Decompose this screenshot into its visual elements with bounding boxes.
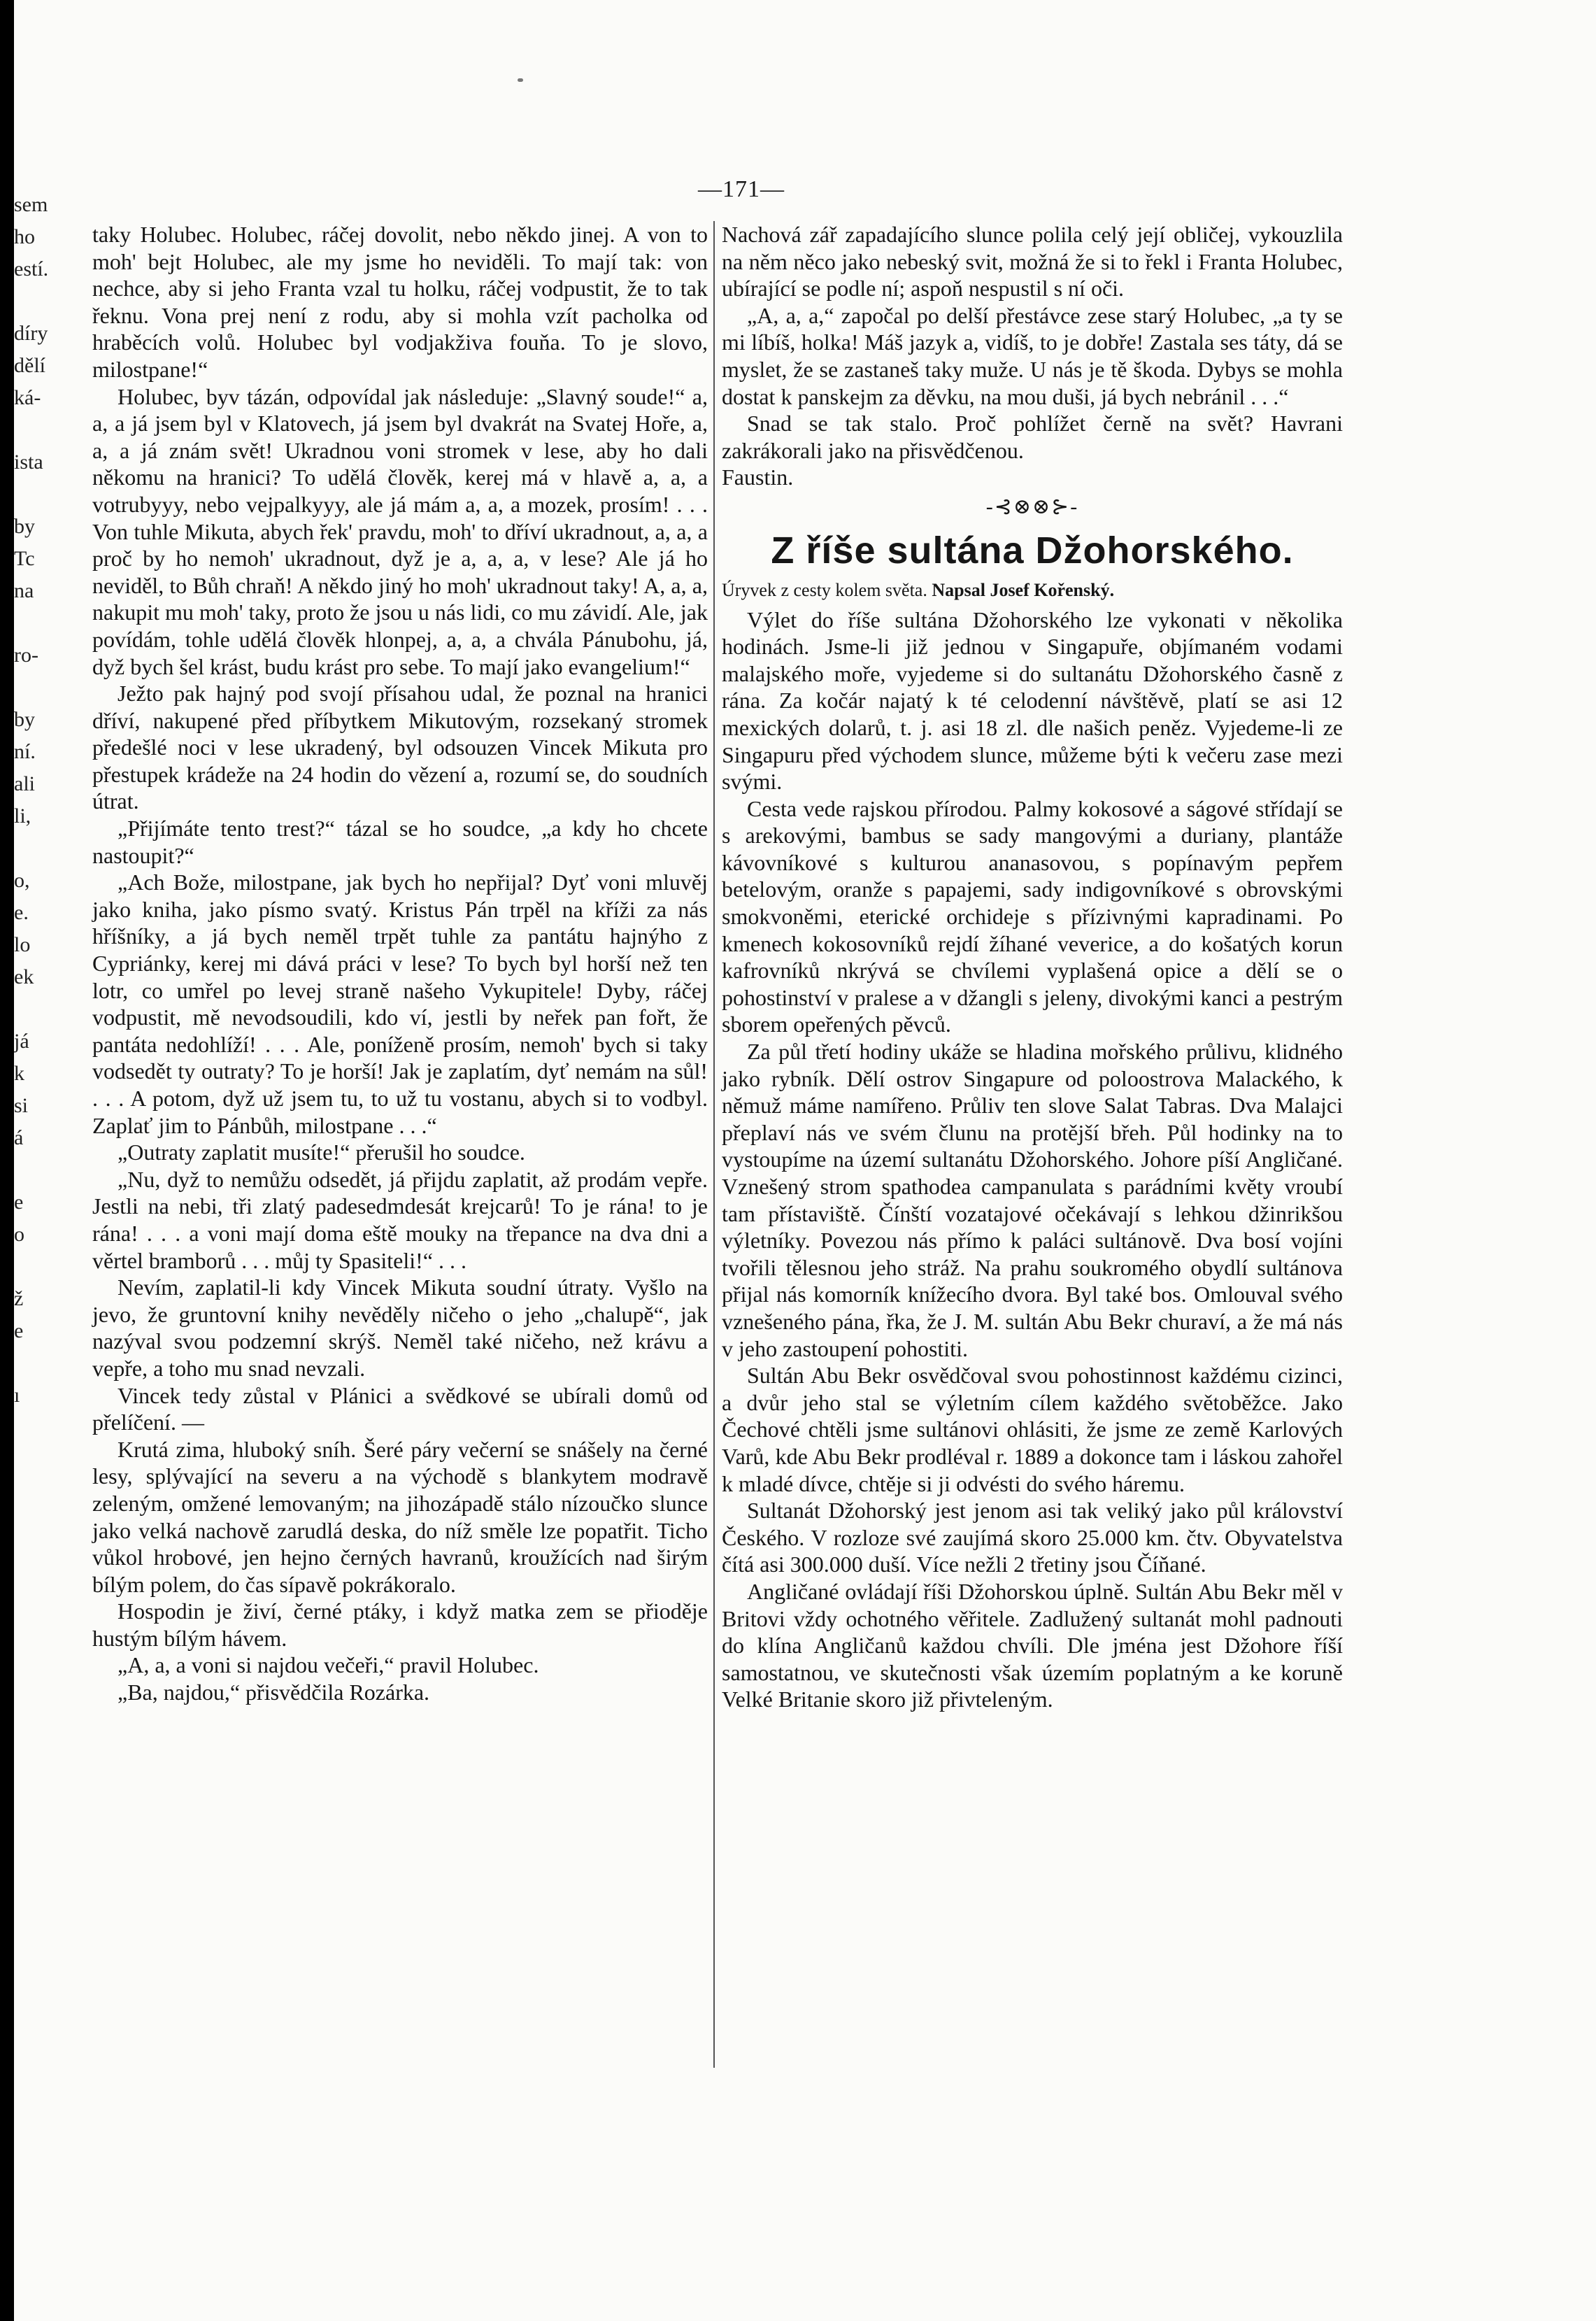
paragraph: „A, a, a,“ započal po delší přestávce zese starý Holubec, „a ty se mi líbíš, holka! Máš jazyk a, vidíš, to je dobře! Zastala ses táty, dá se myslet, že se zastaneš taky muže. U nás je tě škoda. Dybys se mohla dostat k panskejm za děvku, na mou duši, já bych nebránil . . .“ bbox=[722, 302, 1343, 409]
bleed-fragment: na bbox=[14, 579, 34, 602]
paragraph: „Ba, najdou,“ přisvědčila Rozárka. bbox=[117, 1680, 430, 1705]
bleed-fragment: e. bbox=[14, 901, 29, 924]
article-title: Z říše sultána Džohorského. bbox=[771, 529, 1294, 572]
article-paragraph: Sultán Abu Bekr osvědčoval svou pohostinnost každému cizinci, a dvůr jeho stal se výletním cílem každého světoběžce. Jako Čechové chtěli jsme sultánovi ohlásiti, že jsme ze země Karlových Varů, kde Abu Bekr prodléval r. 1889 a dokonce tam i láskou zahořel k mladé dívce, chtěje si ji odvésti do svého háremu. bbox=[722, 1363, 1343, 1496]
bleed-fragment: e bbox=[14, 1319, 24, 1342]
article-subtitle bbox=[722, 577, 1343, 604]
paragraph: „Nu, dyž to nemůžu odsedět, já přijdu zaplatit, až prodám vepře. Jestli na nebi, tři zlatý padesedmdesát krejcarů! To je rána! to je rána! . . . a voni mají doma eště mouky na třepance na dva dni a věrtel bramborů . . . můj ty Spasiteli!“ . . . bbox=[92, 1166, 708, 1273]
bleed-fragment: si bbox=[14, 1094, 29, 1117]
paragraph: Krutá zima, hluboký sníh. Šeré páry večerní se snášely na černé lesy, splývající na severu a na východě s blankytem modravě zeleným, omžené lemovaným; na jihozápadě stálo nízoučko slunce jako velká nachově zarudlá deska, do níž směle lze popatřit. Ticho vůkol hrobové, jen hejno černých havranů, kroužících nad širým bílým polem, do čas sípavě pokrákoralo. bbox=[92, 1436, 708, 1597]
paragraph: taky Holubec. Holubec, ráčej dovolit, nebo někdo jinej. A von to moh' bejt Holubec, ale my jsme ho neviděli. To mají tak: von nechce, aby si jeho Franta vzal tu holku, ráčej vodpustit, že to tak řeknu. Vona prej není z rodu, aby si mohla vzít pacholka od hraběcích volů. Holubec byl vodjakživa fouňa. To je slovo, milostpane!“ bbox=[92, 222, 708, 382]
bleed-fragment bbox=[14, 993, 78, 1025]
story-ending bbox=[722, 221, 1343, 464]
bleed-fragment: k bbox=[14, 1062, 24, 1085]
bleed-fragment: ho bbox=[14, 225, 35, 248]
paragraph: „Outraty zaplatit musíte!“ přerušil ho soudce. bbox=[117, 1140, 525, 1165]
bleed-fragment bbox=[14, 1154, 78, 1186]
bleed-fragment: ek bbox=[14, 965, 34, 988]
paragraph: Vincek tedy zůstal v Plánici a svědkové se ubírali domů od přelíčení. — bbox=[92, 1382, 708, 1435]
left-column bbox=[92, 221, 708, 1706]
paragraph: Hospodin je živí, černé ptáky, i když matka zem se přioděje hustým bílým hávem. bbox=[92, 1598, 708, 1651]
paragraph: „Ach Bože, milostpane, jak bych ho nepřijal? Dyť voni mluvěj jako kniha, jako písmo svatý. Kristus Pán trpěl na kříži za nás hříšníky, a já bych neměl trpět tuhle za pantátu hajnýho z Cypriánky, kerej mi dává práci v lese? To bych byl horší než ten lotr, co umřel po levej straně našeho Vykupitele! Dyby, ráčej vodpustit, mě nevodsoudili, kdo ví, jestli by neřek pan fořt, že pantáta nedohlíží! . . . Ale, poníženě prosím, nemoh' bych si taky vodsedět ty outraty? To je horší! Jak je zaplatím, dyť nemám na sůl! . . . A potom, dyž už jsem tu, to už tu vostanu, abych si to vodbyl. Zaplať jim to Pánbůh, milostpane . . .“ bbox=[92, 870, 708, 1138]
bleed-fragment: ista bbox=[14, 450, 43, 474]
bleed-fragment: Tc bbox=[14, 547, 35, 570]
paragraph: „Přijímáte tento trest?“ tázal se ho soudce, „a kdy ho chcete nastoupit?“ bbox=[92, 816, 708, 868]
bleed-fragment: o, bbox=[14, 869, 30, 892]
bleed-fragment bbox=[14, 607, 78, 639]
bleed-fragment: díry bbox=[14, 322, 48, 345]
section-ornament: -⊰⊗⊗⊱- bbox=[985, 495, 1079, 518]
bleed-fragment: ro- bbox=[14, 644, 38, 667]
bleed-fragment: by bbox=[14, 708, 35, 731]
newspaper-page bbox=[14, 0, 1596, 2321]
paragraph: Nachová zář zapadajícího slunce polila celý její obličej, vykouzlila na něm něco jako nebeský svit, možná že si to řekl i Franta Holubec, ubírající se podle ní; aspoň nespustil s ní oči. bbox=[722, 222, 1343, 301]
bleed-fragment: o bbox=[14, 1223, 24, 1246]
author-signature: Faustin. bbox=[722, 464, 794, 490]
paragraph: Snad se tak stalo. Proč pohlížet černě na svět? Havrani zakrákorali jako na přisvědčenou. bbox=[722, 411, 1343, 463]
bleed-fragment bbox=[14, 1251, 78, 1283]
article-paragraph: Sultanát Džohorský jest jenom asi tak veliký jako půl království Českého. V rozloze své zaujímá skoro 25.000 km. čtv. Obyvatelstva čítá asi 300.000 duší. Více nežli 2 třetiny jsou Číňané. bbox=[722, 1498, 1343, 1577]
bleed-fragment bbox=[14, 285, 78, 318]
article-paragraph: Cesta vede rajskou přírodou. Palmy kokosové a ságové střídají se s arekovými, bambus se sady mangovými a duriany, plantáže kávovníkové s kulturou ananasovou, s popínavým pepřem betelovým, oranže s papajemi, sady indigovníkové s obrovskými smokvoněmi, eterické orchideje s přízivnými kapradinami. Po kmenech kokosovníků rejdí žíhané veverice, a do košatých korun kafrovníků nkrývá se chvílemi vyplašená opice a dělí se o pohostinství v pralese a v džangli s jeleny, divokými kanci a pestrým sborem opeřených pěvců. bbox=[722, 795, 1343, 1037]
ink-speck bbox=[518, 78, 523, 82]
paragraph: Nevím, zaplatil-li kdy Vincek Mikuta soudní útraty. Vyšlo na jevo, že gruntovní knihy nevěděly ničeho o jeho „chalupě“, jak nazýval svou podzemní skrýš. Neměl také ničeho, než krávu a vepře, a toho mu snad nevzali. bbox=[92, 1275, 708, 1381]
bleed-fragment: ž bbox=[14, 1287, 24, 1310]
article-paragraph: Výlet do říše sultána Džohorského lze vykonati v několika hodinách. Jsme-li již jednou v Singapuře, objímaném vodami malajského moře, vyjedeme si do sultanátu Džohorského časně z rána. Za kočár najatý k té celodenní návštěvě, platí se asi 12 mexických dolarů, t. j. asi 18 zl. dle našich peněz. Vyjedeme-li ze Singapuru před východem slunce, můžeme býti k večeru zase mezi svými. bbox=[722, 606, 1343, 795]
bleed-fragment bbox=[14, 832, 78, 865]
bleed-fragment: dělí bbox=[14, 354, 45, 377]
bleed-fragment: á bbox=[14, 1126, 24, 1149]
bleed-fragment: e bbox=[14, 1191, 24, 1214]
paragraph: Holubec, byv tázán, odpovídal jak následuje: „Slavný soude!“ a, a, a já jsem byl v Klatovech, já jsem byl dvakrát na Svatej Hoře, a, a, a já znám svět! Ukradnou voni stromek v lese, aby ho dali někomu na hranici? To udělá člověk, kerej má v hlavě a, a, a votrubyyy, nebo vejpalkyyy, ale já mám a, a, a mozek, prosím! . . . Von tuhle Mikuta, abych řek' pravdu, moh' to dříví ukradnout, a, a, a proč by ho nemoh' ukradnout, dyž je a, a, a, v lese? Ale já ho neviděl, to Bůh chraň! A někdo jiný ho moh' ukradnout taky! A, a, a, nakupit mu moh' taky, proto že jsou u nás lidi, co mu závidí. Ale, jak povídám, tohle udělá člověk hlonpej, a, a, a chvála Pánubohu, já, dyž bych šel krást, budu krást pro sebe. To mají jako evangelium!“ bbox=[92, 383, 708, 679]
bleed-fragment bbox=[14, 1347, 78, 1379]
bleed-fragment: sem bbox=[14, 193, 48, 216]
column-rule bbox=[713, 221, 715, 2068]
bleed-fragment: ı bbox=[14, 1384, 20, 1407]
bleed-fragment: ká- bbox=[14, 386, 41, 409]
bleed-fragment bbox=[14, 414, 78, 446]
subtitle-prefix: Úryvek z cesty kolem světa. bbox=[722, 579, 927, 600]
previous-page-bleed bbox=[14, 189, 78, 1412]
bleed-fragment: estí. bbox=[14, 257, 49, 281]
bleed-fragment: li, bbox=[14, 804, 31, 828]
bleed-fragment: já bbox=[14, 1030, 29, 1053]
paragraph: „A, a, a voni si najdou večeři,“ pravil Holubec. bbox=[117, 1652, 539, 1678]
bleed-fragment: by bbox=[14, 515, 35, 538]
article-paragraph: Angličané ovládají říši Džohorskou úplně. Sultán Abu Bekr měl v Britovi vždy ochotného věřitele. Zadlužený sultanát mohl padnouti do klína Angličanů každou chvíli. Dle jména jest Džohore říší samostatnou, ve skutečnosti však územím poplatným a ke koruně Velké Britanie skoro již přivteleným. bbox=[722, 1578, 1343, 1712]
bleed-fragment: ní. bbox=[14, 740, 36, 763]
bleed-fragment: lo bbox=[14, 933, 31, 956]
bleed-fragment bbox=[14, 478, 78, 511]
page-number: —171— bbox=[698, 176, 785, 202]
bleed-fragment: ali bbox=[14, 772, 35, 795]
bleed-fragment bbox=[14, 672, 78, 704]
subtitle-author: Napsal Josef Kořenský. bbox=[932, 579, 1115, 600]
right-column bbox=[722, 221, 1343, 1713]
article-body bbox=[722, 606, 1343, 1713]
article-paragraph: Za půl třetí hodiny ukáže se hladina mořského průlivu, klidného jako rybník. Dělí ostrov Singapure od poloostrova Malackého, k němuž máme namířeno. Průliv ten slove Salat Tabras. Dva Malajci přeplaví nás ve svém člunu na protější břeh. Půl hodinky na to vystoupíme na území sultanátu Džohorského. Johore píší Angličané. Vznešený strom spathodea campanulata s parádními květy vroubí tam přístaviště. Čínští vozatajové očekávají s lehkou džinrikšou výletníky. Povezou nás přímo k paláci sultánově. Dva bosí vojíni tvořili tělesnou jeho stráž. Na prahu soukromého obydlí sultánova přijal nás komorník knížecího dvora. Byl také bos. Omlouval svého vznešeného pána, řka, že J. M. sultán Abu Bekr churaví, a že má nás v jeho zastoupení pohostiti. bbox=[722, 1039, 1343, 1361]
paragraph: Ježto pak hajný pod svojí přísahou udal, že poznal na hranici dříví, nakupené před příbytkem Mikutovým, rozsekaný stromek předešlé noci v lese ukradený, byl odsouzen Vincek Mikuta pro přestupek krádeže na 24 hodin do vězení a, rozumí se, do soudních útrat. bbox=[92, 681, 708, 814]
